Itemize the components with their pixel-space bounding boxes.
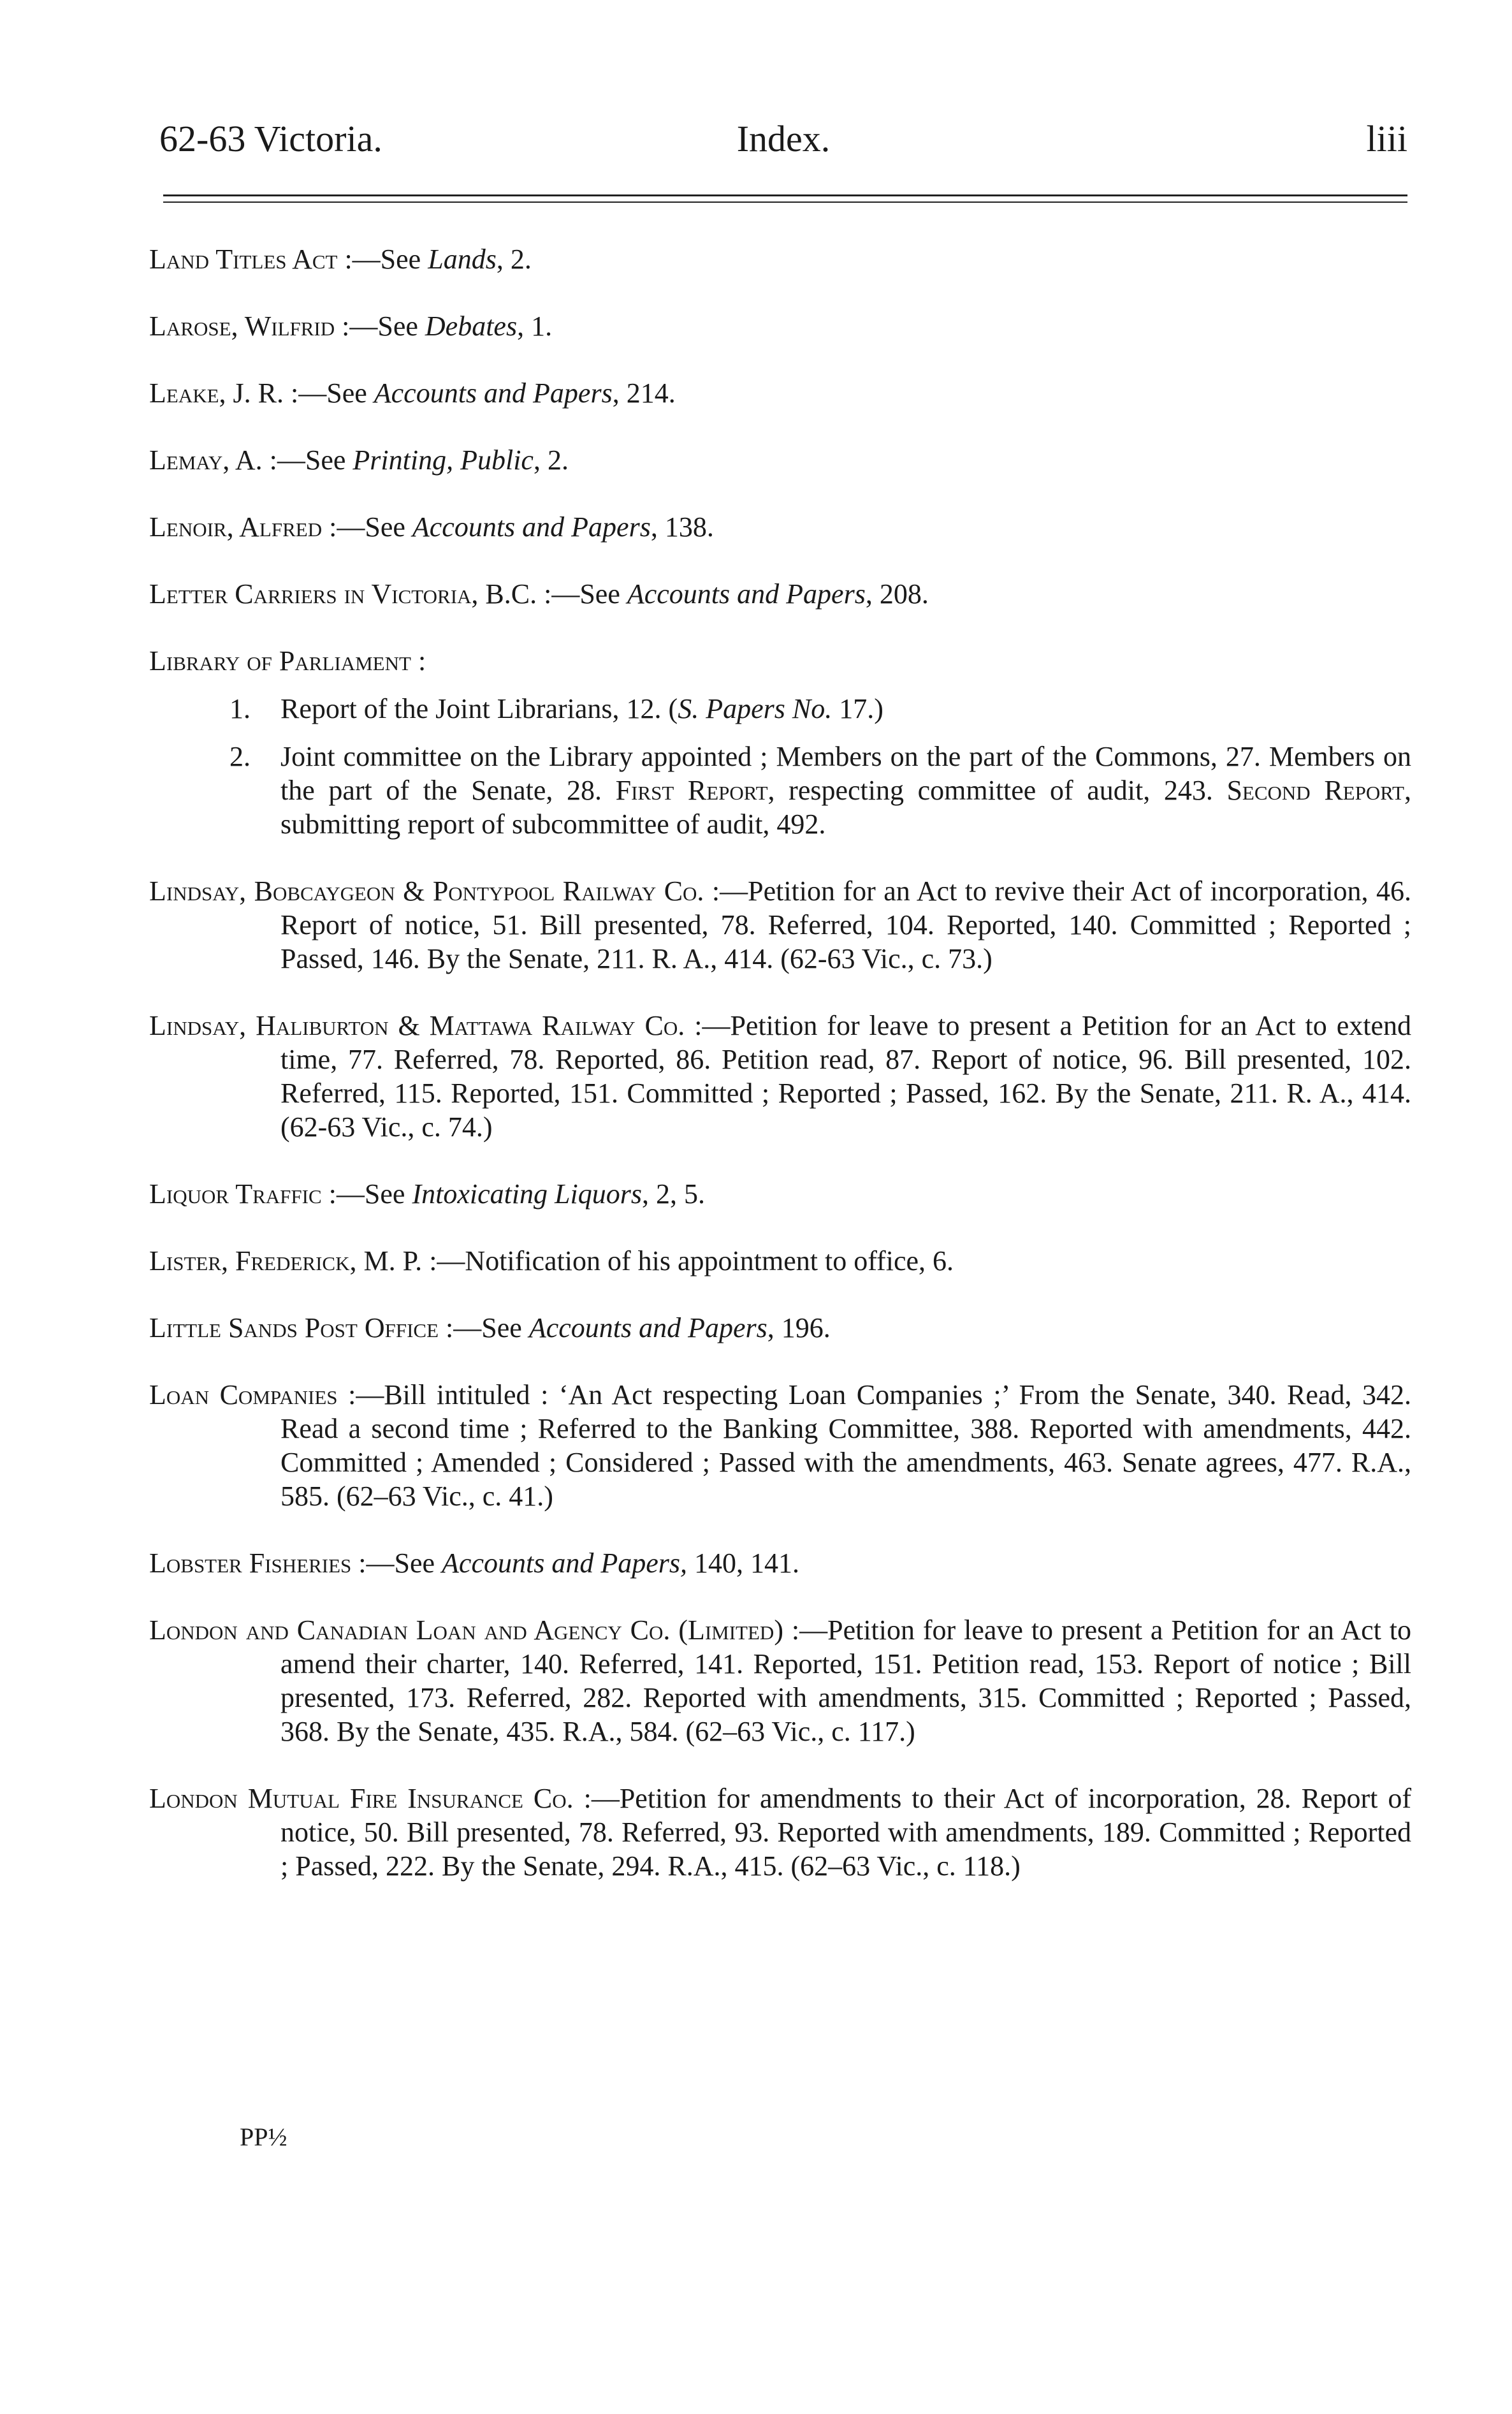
entry-reference: Printing, Public	[353, 444, 534, 476]
entry-colon: :	[411, 645, 426, 677]
entry-heading: London and Canadian Loan and Agency Co. (Limited)	[149, 1614, 783, 1646]
entry-heading: Leake, J. R.	[149, 377, 284, 409]
entry-text: :—See	[544, 578, 627, 610]
entry-tail: , 208.	[865, 578, 929, 610]
index-entry	[149, 1378, 1411, 1513]
index-entry	[149, 510, 1411, 544]
sub-entry-text: , submitting report of subcommittee of audit, 492.	[280, 775, 1411, 840]
sub-entry-text: Joint committee on the Library appointed ; Members on the part of the Commons, 27. Members on the part of the Senate, 28.	[280, 741, 1411, 806]
entry-text: :—See	[439, 1312, 529, 1343]
sub-entry-item	[229, 740, 1411, 841]
entry-heading: Lister, Frederick, M. P.	[149, 1245, 423, 1276]
running-head-left: 62-63 Victoria.	[159, 118, 382, 159]
entry-reference: Accounts and Papers	[412, 511, 651, 543]
entry-tail: , 214.	[612, 377, 676, 409]
entry-heading: Land Titles Act	[149, 244, 338, 275]
sub-entry	[149, 692, 1411, 726]
entry-tail: , 2.	[533, 444, 569, 476]
entry-text: :—Notification of his appointment to office, 6.	[422, 1245, 954, 1276]
index-body	[149, 242, 1411, 1916]
entry-heading: Library of Parliament	[149, 645, 411, 677]
entry-heading: Liquor Traffic	[149, 1178, 322, 1210]
index-entry	[149, 1311, 1411, 1345]
header-rule-thin	[163, 201, 1407, 203]
sub-entry-text: , respecting committee of audit, 243.	[767, 775, 1227, 806]
entry-text: :—Petition for leave to present a Petition for an Act to amend their charter, 140. Referred, 141. Reported, 151. Petition read, 153. Report of notice ; Bill presented, 173. Referred, 282. Reported with amendments, 315. Committed ; Reported ; Passed, 368. By the Senate, 435. R.A., 584. (62–63 Vic., c. 117.)	[280, 1614, 1411, 1747]
entry-reference: Lands	[428, 244, 497, 275]
page-number: liii	[1366, 118, 1407, 159]
sub-entry-report-label: Second Report	[1226, 775, 1404, 806]
entry-text: :—Petition for amendments to their Act of incorporation, 28. Report of notice, 50. Bill presented, 78. Referred, 93. Reported with amendments, 189. Committed ; Reported ; Passed, 222. By the Senate, 294. R.A., 415. (62–63 Vic., c. 118.)	[280, 1783, 1411, 1882]
entry-tail: , 138.	[650, 511, 714, 543]
page-header	[159, 113, 1407, 165]
index-entry	[149, 874, 1411, 976]
entry-tail: , 2.	[496, 244, 532, 275]
entry-text: :—Petition for leave to present a Petition for an Act to extend time, 77. Referred, 78. Reported, 86. Petition read, 87. Report of notice, 96. Bill presented, 102. Referred, 115. Reported, 151. Committed ; Reported ; Passed, 162. By the Senate, 211. R. A., 414. (62-63 Vic., c. 74.)	[280, 1010, 1411, 1143]
entry-heading: Loan Companies	[149, 1379, 338, 1410]
index-entry	[149, 1613, 1411, 1748]
sub-entry-tail: 17.)	[832, 693, 883, 724]
index-entry	[149, 1009, 1411, 1144]
entry-heading: Lindsay, Haliburton & Mattawa Railway Co.	[149, 1010, 685, 1041]
sub-entry-number: 1.	[229, 693, 251, 724]
entry-text: :—See	[269, 444, 353, 476]
sub-entry-item	[229, 692, 1411, 726]
entry-tail: , 2, 5.	[642, 1178, 705, 1210]
sub-entry-text: Report of the Joint Librarians, 12. (	[280, 693, 678, 724]
entry-heading: Lobster Fisheries	[149, 1547, 352, 1579]
entry-text: :—See	[342, 311, 425, 342]
entry-heading: Larose, Wilfrid	[149, 311, 335, 342]
header-rule-thick	[163, 194, 1407, 196]
entry-heading: Letter Carriers in Victoria, B.C.	[149, 578, 537, 610]
entry-reference: Debates	[425, 311, 518, 342]
entry-reference: Intoxicating Liquors	[412, 1178, 642, 1210]
entry-reference: Accounts and Papers	[374, 377, 613, 409]
running-head-center: Index.	[736, 118, 831, 159]
entry-text: :—See	[291, 377, 374, 409]
entry-text: :—See	[321, 1178, 412, 1210]
entry-text: :—See	[329, 511, 412, 543]
entry-reference: Accounts and Papers	[627, 578, 866, 610]
index-entry	[149, 376, 1411, 410]
entry-heading: Lemay, A.	[149, 444, 263, 476]
sub-entry-report-label: First Report	[615, 775, 768, 806]
entry-text: :—See	[344, 244, 428, 275]
index-entry	[149, 242, 1411, 276]
index-entry	[149, 443, 1411, 477]
entry-heading: London Mutual Fire Insurance Co.	[149, 1783, 574, 1814]
entry-heading: Little Sands Post Office	[149, 1312, 439, 1343]
entry-reference: Accounts and Papers	[528, 1312, 767, 1343]
index-entry	[149, 1177, 1411, 1211]
index-entry-group	[149, 644, 1411, 678]
index-entry	[149, 1244, 1411, 1278]
sub-entry-reference: S. Papers No.	[678, 693, 832, 724]
signature-mark: PP½	[240, 2123, 287, 2151]
entry-text: :—Petition for an Act to revive their Act of incorporation, 46. Report of notice, 51. Bill presented, 78. Referred, 104. Reported, 140. Committed ; Reported ; Passed, 146. By the Senate, 211. R. A., 414. (62-63 Vic., c. 73.)	[280, 875, 1412, 974]
entry-tail: , 196.	[767, 1312, 831, 1343]
sub-entry-number: 2.	[229, 741, 251, 772]
entry-text: :—See	[351, 1547, 442, 1579]
entry-tail: , 1.	[517, 311, 553, 342]
entry-tail: 140, 141.	[687, 1547, 799, 1579]
sub-entry	[149, 740, 1411, 841]
entry-heading: Lenoir, Alfred	[149, 511, 323, 543]
entry-heading: Lindsay, Bobcaygeon & Pontypool Railway Co.	[149, 875, 704, 907]
index-entry	[149, 1781, 1411, 1883]
entry-text: :—Bill intituled : ‘An Act respecting Loan Companies ;’ From the Senate, 340. Read, 342. Read a second time ; Referred to the Banking Committee, 388. Reported with amendments, 442. Committed ; Amended ; Considered ; Passed with the amendments, 463. Senate agrees, 477. R.A., 585. (62–63 Vic., c. 41.)	[280, 1379, 1411, 1512]
index-entry	[149, 309, 1411, 343]
entry-reference: Accounts and Papers,	[442, 1547, 687, 1579]
index-entry	[149, 577, 1411, 611]
index-entry	[149, 1546, 1411, 1580]
